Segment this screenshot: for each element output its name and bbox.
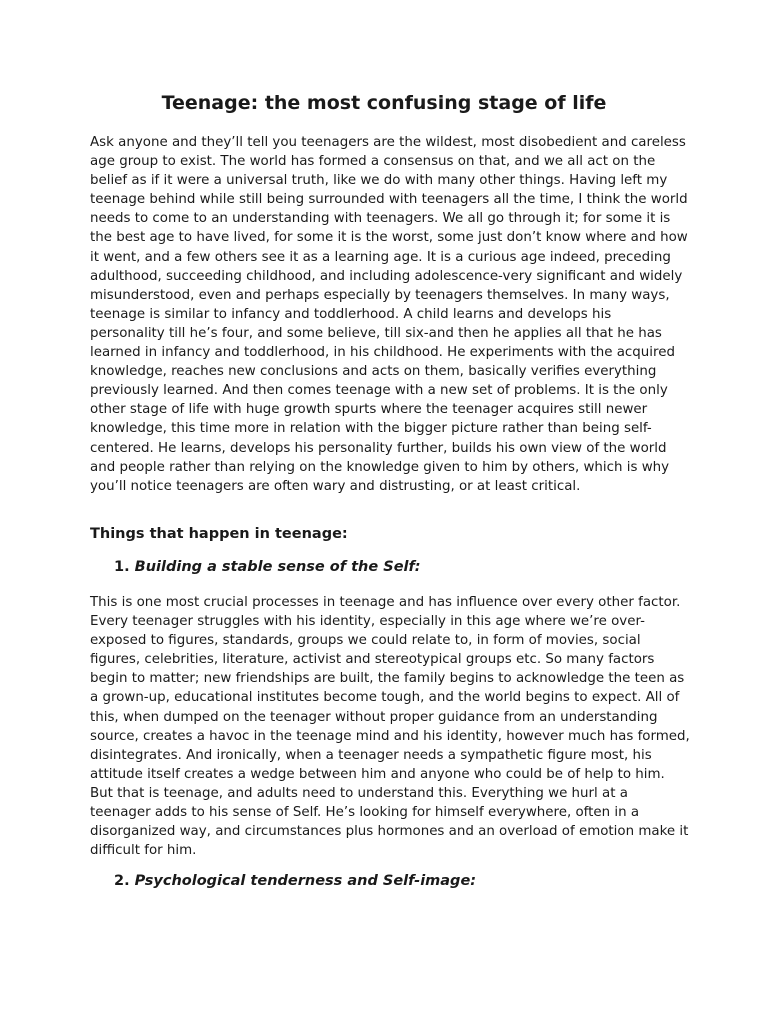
list-item-heading [114,873,476,889]
list-item-paragraph: This is one most crucial processes in teenage and has influence over every other factor. Every teenager struggles with his identity, especially in this age where we’re over-exposed to figures, standards, groups we could relate to, in form of movies, social figures, celebrities, literature, activist and stereotypical groups etc. So many factors begin to matter; new friendships are built, the family begins to acknowledge the teen as a grown-up, educational institutes become tough, and the world begins to expect. All of this, when dumped on the teenager without proper guidance from an understanding source, creates a havoc in the teenage mind and his identity, however much has formed, disintegrates. And ironically, when a teenager needs a sympathetic figure most, his attitude itself creates a wedge between him and anyone who could be of help to him. But that is teenage, and adults need to understand this. Everything we hurl at a teenager adds to his sense of Self. He’s looking for himself everywhere, often in a disorganized way, and circumstances plus hormones and an overload of emotion make it difficult for him. [90,595,690,859]
list-item-title: Psychological tenderness and Self-image: [134,873,477,889]
list-item-number: 2. [114,873,130,889]
section-heading: Things that happen in teenage: [90,526,348,542]
list-item-number: 1. [114,559,130,575]
list-item-title: Building a stable sense of the Self: [134,559,421,575]
document-title: Teenage: the most confusing stage of life [161,92,607,114]
intro-paragraph: Ask anyone and they’ll tell you teenagers are the wildest, most disobedient and careless age group to exist. The world has formed a consensus on that, and we all act on the belief as if it were a universal truth, like we do with many other things. Having left my teenage behind while still being surrounded with teenagers all the time, I think the world needs to come to an understanding with teenagers. We all go through it; for some it is the best age to have lived, for some it is the worst, some just don’t know where and how it went, and a few others see it as a learning age. It is a curious age indeed, preceding adulthood, succeeding childhood, and including adolescence-very significant and widely misunderstood, even and perhaps especially by teenagers themselves. In many ways, teenage is similar to infancy and toddlerhood. A child learns and develops his personality till he’s four, and some believe, till six-and then he applies all that he has learned in infancy and toddlerhood, in his childhood. He experiments with the acquired knowledge, reaches new conclusions and acts on them, basically verifies everything previously learned. And then comes teenage with a new set of problems. It is the only other stage of life with huge growth spurts where the teenager acquires still newer knowledge, this time more in relation with the bigger picture rather than being self-centered. He learns, develops his personality further, builds his own view of the world and people rather than relying on the knowledge given to him by others, which is why you’ll notice teenagers are often wary and distrusting, or at least critical. [90,135,688,494]
list-item-heading [114,559,421,575]
